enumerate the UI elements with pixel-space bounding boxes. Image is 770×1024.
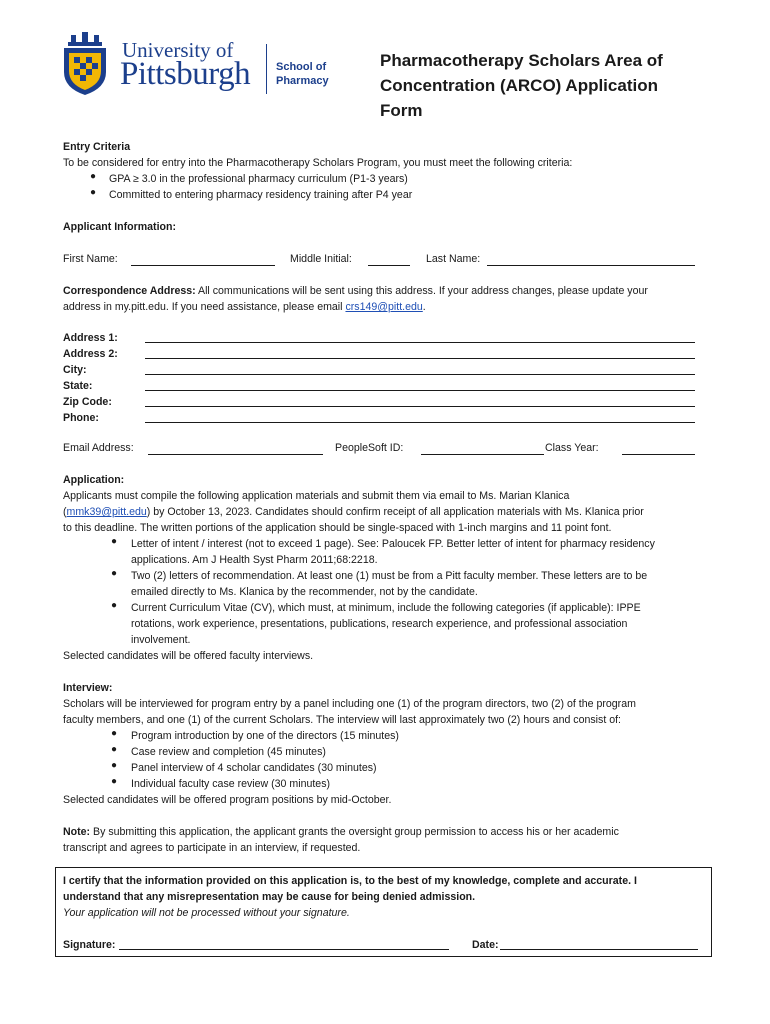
last-name-label: Last Name:	[426, 253, 481, 265]
application-text: Applicants must compile the following application materials and submit them via email to Ms. Marian Klanica	[63, 490, 570, 502]
application-heading: Application:	[63, 474, 125, 486]
application-text-part: (	[63, 506, 67, 518]
bullet-icon: ●	[111, 728, 118, 739]
interview-bullet: Program introduction by one of the directors (15 minutes)	[131, 730, 399, 742]
state-label: State:	[63, 380, 93, 392]
bullet-icon: ●	[111, 744, 118, 755]
application-footer: Selected candidates will be offered faculty interviews.	[63, 650, 314, 662]
certify-warning: Your application will not be processed without your signature.	[63, 907, 350, 919]
interview-text: Scholars will be interviewed for program entry by a panel including one (1) of the program directors, two (2) of the program	[63, 698, 636, 710]
interview-heading: Interview:	[63, 682, 113, 694]
form-title-line-3: Form	[380, 101, 423, 120]
first-name-field[interactable]	[131, 265, 275, 266]
last-name-field[interactable]	[487, 265, 695, 266]
phone-field[interactable]	[145, 422, 695, 423]
bullet-icon: ●	[111, 600, 118, 611]
email-address-label: Email Address:	[63, 442, 134, 454]
correspondence-label: Correspondence Address:	[63, 285, 196, 297]
note-label: Note:	[63, 826, 91, 838]
correspondence-line-2	[63, 299, 426, 315]
application-text-part: ) by October 13, 2023. Candidates should confirm receipt of all application materials with Ms. Klanica prior	[146, 506, 644, 518]
interview-bullet: Case review and completion (45 minutes)	[131, 746, 326, 758]
note-line-2: transcript and agrees to participate in an interview, if requested.	[63, 842, 361, 854]
application-text	[63, 504, 644, 520]
peoplesoft-id-label: PeopleSoft ID:	[335, 442, 404, 454]
state-field[interactable]	[145, 390, 695, 391]
correspondence-line-1	[63, 283, 648, 299]
interview-text: faculty members, and one (1) of the current Scholars. The interview will last approximately two (2) hours and consist of:	[63, 714, 621, 726]
correspondence-text: address in my.pitt.edu. If you need assistance, please email	[63, 301, 346, 313]
application-text: to this deadline. The written portions of the application should be single-spaced with 1-inch margins and 11 point font.	[63, 522, 612, 534]
form-title-line-2: Concentration (ARCO) Application	[380, 76, 658, 95]
form-title-line-1: Pharmacotherapy Scholars Area of	[380, 51, 663, 70]
application-bullet: Two (2) letters of recommendation. At least one (1) must be from a Pitt faculty member. These letters are to be	[131, 570, 648, 582]
zip-code-label: Zip Code:	[63, 396, 112, 408]
note-line-1	[63, 824, 619, 840]
application-bullet: applications. Am J Health Syst Pharm 2011;68:2218.	[131, 554, 378, 566]
application-email-link[interactable]: mmk39@pitt.edu	[66, 506, 147, 518]
interview-bullet: Individual faculty case review (30 minutes)	[131, 778, 331, 790]
entry-criteria-intro: To be considered for entry into the Pharmacotherapy Scholars Program, you must meet the following criteria:	[63, 157, 573, 169]
logo-pittsburgh-text: Pittsburgh	[120, 56, 251, 92]
bullet-icon: ●	[111, 760, 118, 771]
class-year-label: Class Year:	[545, 442, 599, 454]
logo-divider	[266, 44, 267, 94]
application-bullet: rotations, work experience, presentations, publications, research experience, and professional association	[131, 618, 628, 630]
note-text: By submitting this application, the applicant grants the oversight group permission to access his or her academic	[90, 826, 619, 838]
application-bullet: Letter of intent / interest (not to exceed 1 page). See: Paloucek FP. Better letter of intent for pharmacy residency	[131, 538, 655, 550]
signature-label: Signature:	[63, 939, 116, 951]
application-bullet: involvement.	[131, 634, 191, 646]
logo-university-text: University of	[122, 38, 234, 62]
entry-criteria-heading: Entry Criteria	[63, 141, 131, 153]
applicant-info-heading: Applicant Information:	[63, 221, 176, 233]
address-1-field[interactable]	[145, 342, 695, 343]
class-year-field[interactable]	[622, 454, 695, 455]
first-name-label: First Name:	[63, 253, 118, 265]
correspondence-text: .	[422, 301, 426, 313]
date-field[interactable]	[500, 949, 698, 950]
city-label: City:	[63, 364, 87, 376]
city-field[interactable]	[145, 374, 695, 375]
correspondence-email-link[interactable]: crs149@pitt.edu	[345, 301, 423, 313]
peoplesoft-id-field[interactable]	[421, 454, 544, 455]
logo-school-line-1: School of	[276, 61, 327, 73]
bullet-icon: ●	[111, 536, 118, 547]
middle-initial-field[interactable]	[368, 265, 410, 266]
pitt-shield-icon	[60, 32, 110, 96]
certify-text: understand that any misrepresentation may be cause for being denied admission.	[63, 891, 476, 903]
university-logo	[60, 32, 340, 102]
address-2-field[interactable]	[145, 358, 695, 359]
logo-school-line-2: Pharmacy	[276, 75, 329, 87]
application-bullet: Current Curriculum Vitae (CV), which must, at minimum, include the following categories (if applicable): IPPE	[131, 602, 641, 614]
entry-criteria-bullet: Committed to entering pharmacy residency training after P4 year	[109, 189, 413, 201]
form-title	[380, 48, 710, 123]
bullet-icon: ●	[90, 171, 97, 182]
signature-field[interactable]	[119, 949, 449, 950]
application-bullet: emailed directly to Ms. Klanica by the recommender, not by the candidate.	[131, 586, 478, 598]
correspondence-text: All communications will be sent using this address. If your address changes, please update your	[195, 285, 648, 297]
address-1-label: Address 1:	[63, 332, 118, 344]
email-address-field[interactable]	[148, 454, 323, 455]
bullet-icon: ●	[90, 187, 97, 198]
bullet-icon: ●	[111, 568, 118, 579]
phone-label: Phone:	[63, 412, 99, 424]
logo-school-text	[276, 60, 329, 88]
middle-initial-label: Middle Initial:	[290, 253, 352, 265]
entry-criteria-bullet: GPA ≥ 3.0 in the professional pharmacy curriculum (P1-3 years)	[109, 173, 408, 185]
date-label: Date:	[472, 939, 499, 951]
bullet-icon: ●	[111, 776, 118, 787]
certify-text: I certify that the information provided on this application is, to the best of my knowledge, complete and accurate. I	[63, 875, 637, 887]
address-2-label: Address 2:	[63, 348, 118, 360]
zip-code-field[interactable]	[145, 406, 695, 407]
interview-bullet: Panel interview of 4 scholar candidates (30 minutes)	[131, 762, 377, 774]
interview-footer: Selected candidates will be offered program positions by mid-October.	[63, 794, 392, 806]
